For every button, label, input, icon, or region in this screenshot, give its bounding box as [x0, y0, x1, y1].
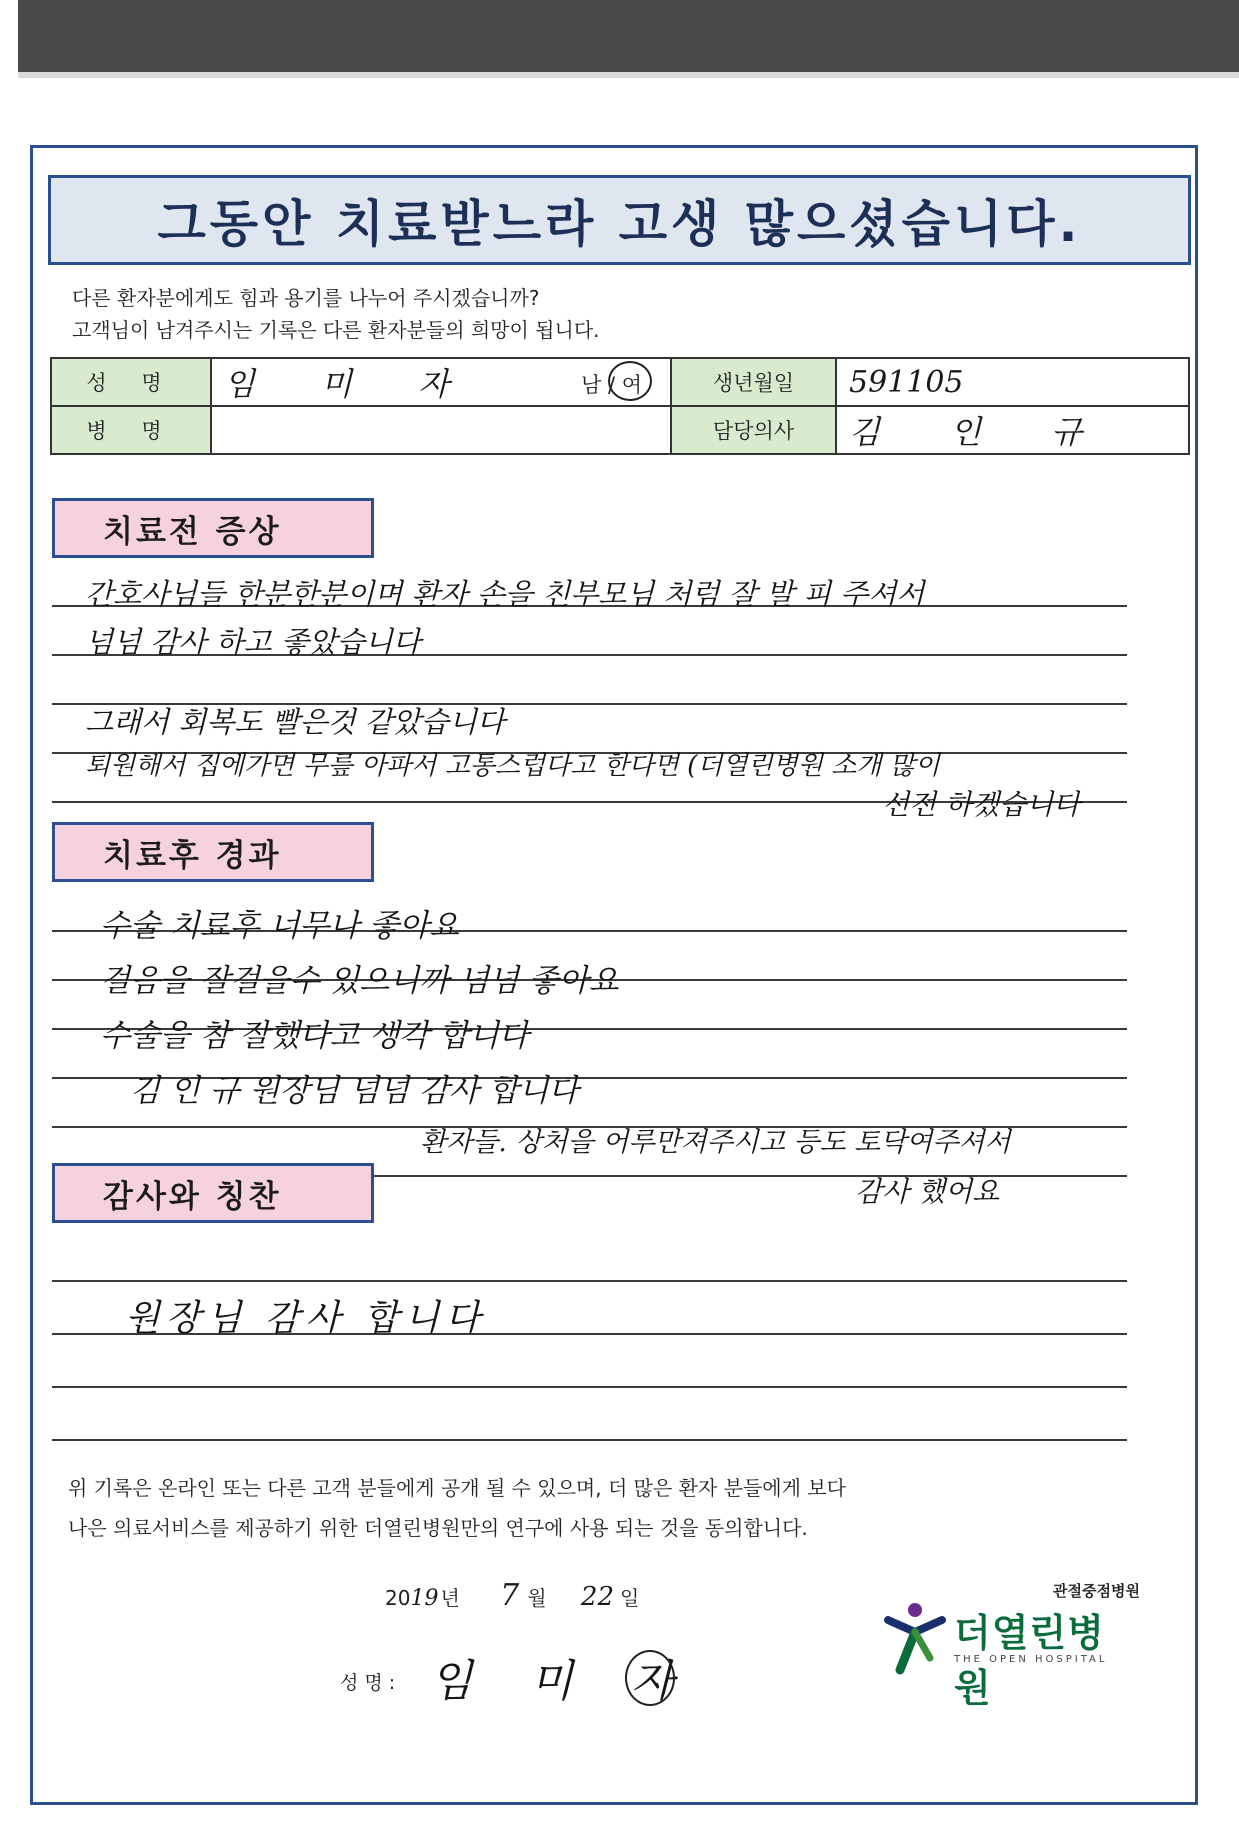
page-title: 그동안 치료받느라 고생 많으셨습니다. [157, 195, 1082, 253]
before-line-5: 퇴원해서 집에가면 무릎 아파서 고통스럽다고 한다면 (더열린병원 소개 많이 [85, 751, 940, 781]
day-value: 22 [580, 1582, 615, 1612]
section-before-heading [52, 498, 374, 558]
consent-line-2: 나은 의료서비스를 제공하기 위한 더열린병원만의 연구에 사용 되는 것을 동의합니다. [68, 1516, 808, 1540]
after-line-6: 감사 했어요 [855, 1175, 1000, 1208]
birth-value: 591105 [849, 364, 964, 400]
consent-line-1: 위 기록은 온라인 또는 다른 고객 분들에게 공개 될 수 있으며, 더 많은 환자 분들에게 보다 [68, 1476, 846, 1500]
doctor-value: 김 인 규 [849, 413, 1113, 451]
disease-cell[interactable] [211, 406, 671, 454]
after-line-1: 수술 치료후 너무나 좋아요 [100, 908, 459, 944]
name-value: 임 미 자 [224, 365, 478, 403]
birth-cell[interactable] [836, 358, 1189, 406]
gender-selected-circle [608, 361, 652, 401]
hospital-logo [880, 1580, 1140, 1710]
name-label: 성 명 [51, 358, 211, 406]
logo-subtitle: 관절중점병원 [1053, 1582, 1140, 1600]
ruled-line [52, 1280, 1127, 1282]
thanks-line-1: 원장님 감사 합니다 [125, 1298, 487, 1339]
before-line-6: 선전 하겠습니다 [882, 788, 1081, 821]
after-line-3: 수술을 참 잘했다고 생각 합니다 [100, 1018, 529, 1054]
section-after-title: 치료후 경과 [103, 837, 282, 874]
patient-info-table [50, 357, 1190, 455]
ruled-line [52, 1439, 1127, 1441]
section-thanks-heading [52, 1163, 374, 1223]
gender-label: 남 / 여 [581, 373, 642, 397]
month-unit: 월 [527, 1586, 547, 1610]
intro-line-2: 고객님이 남겨주시는 기록은 다른 환자분들의 희망이 됩니다. [72, 318, 600, 342]
before-line-4: 그래서 회복도 빨은것 같았습니다 [85, 705, 505, 739]
doctor-cell[interactable] [836, 406, 1189, 454]
after-line-2: 걸음을 잘걸을수 있으니까 넘넘 좋아요 [100, 963, 619, 999]
month-value: 7 [500, 1578, 520, 1613]
logo-tagline: THE OPEN HOSPITAL [954, 1654, 1108, 1665]
birth-label: 생년월일 [671, 358, 836, 406]
after-line-4: 김 인 규 원장님 넘넘 감사 합니다 [130, 1073, 579, 1109]
signature-date [385, 1578, 639, 1613]
signature-name-value: 임 미 자 [430, 1656, 696, 1707]
ruled-line [52, 1386, 1127, 1388]
year-value: 19 [410, 1586, 439, 1611]
signature-seal [625, 1650, 675, 1706]
name-cell[interactable] [211, 358, 671, 406]
section-after-heading [52, 822, 374, 882]
after-line-5: 환자들. 상처을 어루만져주시고 등도 토닥여주셔서 [420, 1127, 1011, 1158]
scan-top-edge [18, 72, 1239, 78]
before-line-2: 넘넘 감사 하고 좋았습니다 [85, 625, 421, 659]
signature-name-label: 성 명 : [340, 1672, 396, 1694]
year-prefix: 20 [385, 1586, 411, 1610]
open-figure-icon [880, 1598, 950, 1678]
year-unit: 년 [440, 1586, 460, 1610]
before-line-1: 간호사님들 한분한분이며 환자 손을 친부모님 처럼 잘 발 피 주셔서 [85, 577, 925, 611]
title-banner [48, 175, 1191, 265]
disease-label: 병 명 [51, 406, 211, 454]
section-thanks-title: 감사와 칭찬 [103, 1178, 282, 1215]
section-before-title: 치료전 증상 [103, 513, 282, 550]
logo-name: 더열린병원 [954, 1611, 1105, 1710]
doctor-label: 담당의사 [671, 406, 836, 454]
intro-line-1: 다른 환자분에게도 힘과 용기를 나누어 주시겠습니까? [72, 286, 540, 310]
scan-top-border [18, 0, 1239, 72]
day-unit: 일 [620, 1586, 640, 1610]
